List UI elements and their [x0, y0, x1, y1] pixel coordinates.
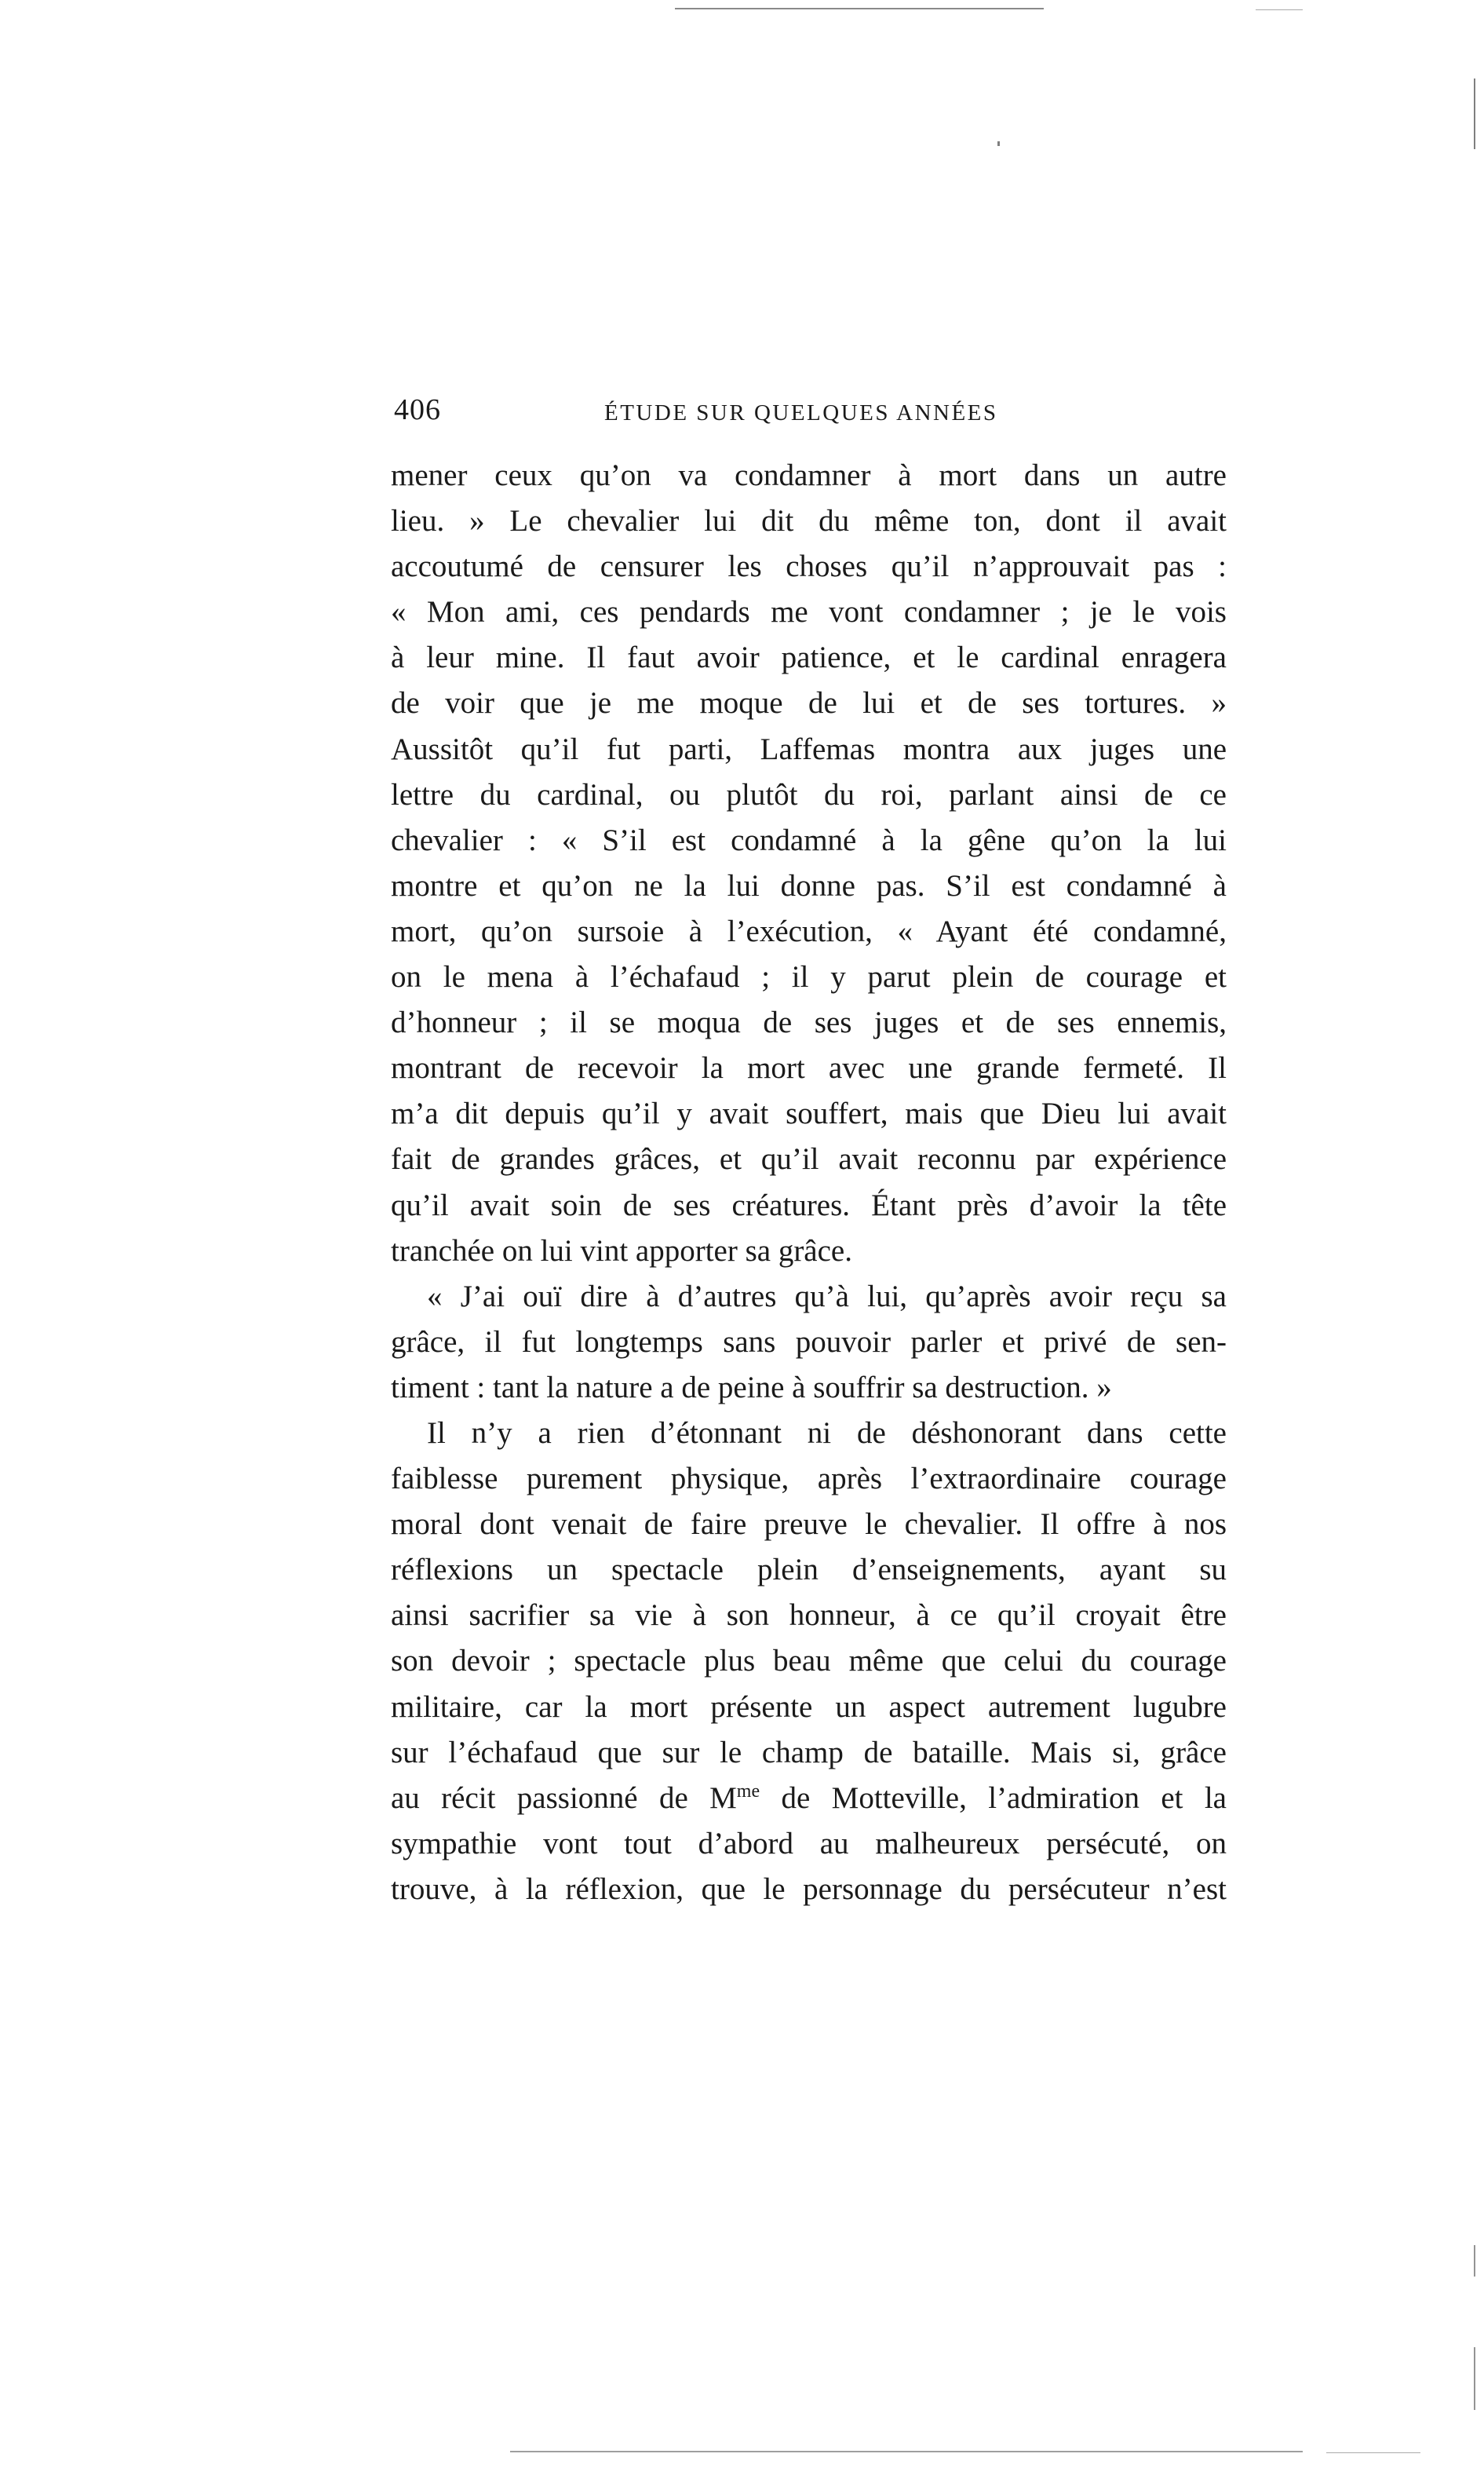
page-number: 406	[394, 393, 441, 426]
text-line: mener ceux qu’on va condamner à mort dans un autre	[391, 458, 1227, 492]
text-line: grâce, il fut longtemps sans pouvoir parler et privé de sen-	[391, 1324, 1227, 1359]
text-line: mort, qu’on sursoie à l’exécution, « Ayant été condamné,	[391, 914, 1227, 948]
scan-edge-right-bottom	[1474, 2347, 1475, 2410]
text-line: m’a dit depuis qu’il y avait souffert, mais que Dieu lui avait	[391, 1097, 1227, 1131]
text-line: « Mon ami, ces pendards me vont condamner ; je le vois	[391, 595, 1227, 630]
text-line: on le mena à l’échafaud ; il y parut plein de courage et	[391, 960, 1227, 995]
text-line: Aussitôt qu’il fut parti, Laffemas montra aux juges une	[391, 732, 1227, 766]
text-line: trouve, à la réflexion, que le personnage du persécuteur n’est	[391, 1871, 1227, 1906]
scan-edge-right-lower	[1474, 2245, 1475, 2277]
text-line	[391, 1776, 1227, 1821]
text-line: moral dont venait de faire preuve le chevalier. Il offre à nos	[391, 1507, 1227, 1542]
page-header	[394, 386, 1232, 433]
superscript-abbreviation: me	[736, 1780, 760, 1802]
text-line: à leur mine. Il faut avoir patience, et le cardinal enragera	[391, 641, 1227, 675]
text-line: de voir que je me moque de lui et de ses tortures. »	[391, 686, 1227, 721]
text-line: fait de grandes grâces, et qu’il avait reconnu par expérience	[391, 1142, 1227, 1177]
scan-edge-right	[1474, 79, 1475, 149]
text-line: accoutumé de censurer les choses qu’il n’approuvait pas :	[391, 550, 1227, 584]
text-line: militaire, car la mort présente un aspect autrement lugubre	[391, 1689, 1227, 1724]
text-fragment: au récit passionné de M	[391, 1780, 737, 1815]
text-line: faiblesse purement physique, après l’extraordinaire courage	[391, 1462, 1227, 1496]
scan-edge-top-right	[1256, 9, 1303, 10]
text-line: ainsi sacrifier sa vie à son honneur, à ce qu’il croyait être	[391, 1598, 1227, 1633]
scan-edge-top	[675, 8, 1044, 9]
text-line: sympathie vont tout d’abord au malheureux persécuté, on	[391, 1826, 1227, 1860]
text-line: montre et qu’on ne la lui donne pas. S’il est condamné à	[391, 868, 1227, 903]
text-line: d’honneur ; il se moqua de ses juges et de ses ennemis,	[391, 1006, 1227, 1040]
body-text	[391, 453, 1227, 1912]
scan-dust	[997, 141, 1000, 146]
text-line: montrant de recevoir la mort avec une grande fermeté. Il	[391, 1051, 1227, 1086]
text-line: « J’ai ouï dire à d’autres qu’à lui, qu’après avoir reçu sa	[427, 1279, 1227, 1313]
text-line: lettre du cardinal, ou plutôt du roi, parlant ainsi de ce	[391, 777, 1227, 812]
scan-edge-bottom	[510, 2451, 1303, 2452]
scan-edge-bottom-right	[1326, 2452, 1420, 2453]
text-line: qu’il avait soin de ses créatures. Étant près d’avoir la tête	[391, 1188, 1227, 1222]
text-fragment: de Motteville, l’admiration et la	[760, 1780, 1227, 1815]
text-line: sur l’échafaud que sur le champ de bataille. Mais si, grâce	[391, 1735, 1227, 1769]
running-title: ÉTUDE SUR QUELQUES ANNÉES	[604, 400, 998, 425]
text-line: timent : tant la nature a de peine à souffrir sa destruction. »	[391, 1370, 1112, 1404]
text-line: Il n’y a rien d’étonnant ni de déshonorant dans cette	[427, 1415, 1227, 1450]
text-line: son devoir ; spectacle plus beau même que celui du courage	[391, 1644, 1227, 1678]
text-line: réflexions un spectacle plein d’enseignements, ayant su	[391, 1553, 1227, 1587]
text-line: lieu. » Le chevalier lui dit du même ton, dont il avait	[391, 504, 1227, 539]
text-line: tranchée on lui vint apporter sa grâce.	[391, 1233, 852, 1268]
text-line: chevalier : « S’il est condamné à la gêne qu’on la lui	[391, 823, 1227, 857]
